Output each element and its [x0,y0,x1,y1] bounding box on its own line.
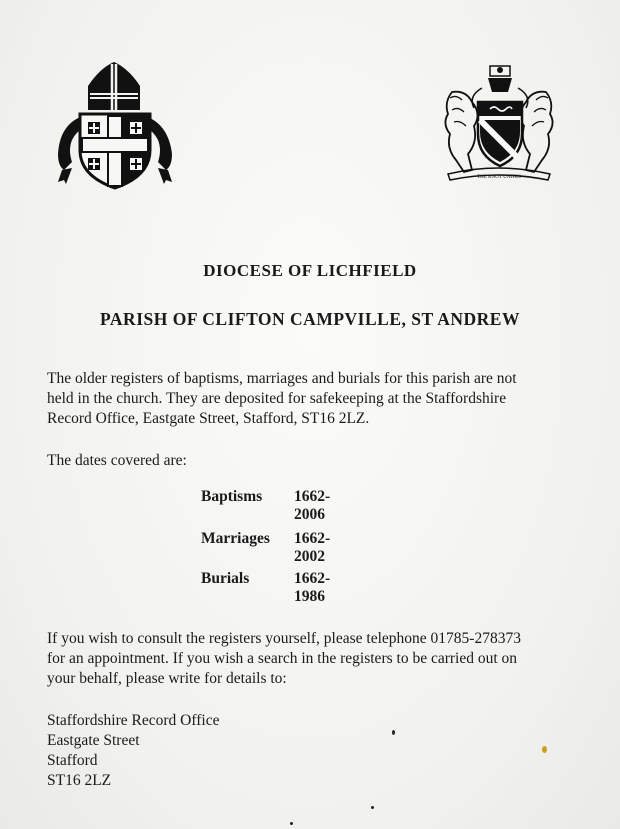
address-block [47,711,587,791]
register-label: Burials [201,570,250,587]
register-label: Baptisms [201,488,263,505]
dates-intro-text: The dates covered are: [47,452,187,469]
consult-paragraph [47,629,587,689]
staffordshire-crest-icon [438,62,560,186]
register-date-range: 1662-1986 [294,570,331,605]
diocese-heading: DIOCESE OF LICHFIELD [203,261,417,280]
consult-line: If you wish to consult the registers yourself, please telephone 01785-278373 [47,630,521,647]
scan-speck [542,746,547,753]
intro-line: held in the church. They are deposited for safekeeping at the Staffordshire [47,390,507,407]
intro-line: The older registers of baptisms, marriages and burials for this parish are not [47,370,517,387]
address-line: Staffordshire Record Office [47,712,220,729]
scan-speck [290,822,293,825]
register-label: Marriages [201,530,270,547]
register-date-range: 1662-2006 [294,488,331,523]
intro-paragraph [47,369,587,429]
intro-line: Record Office, Eastgate Street, Stafford, ST16 2LZ. [47,410,370,427]
diocese-crest-icon [50,58,180,190]
scan-speck [392,730,395,735]
motto-scroll-text: THE KNOT UNITES [477,175,521,180]
parish-heading: PARISH OF CLIFTON CAMPVILLE, ST ANDREW [100,309,520,329]
address-line: ST16 2LZ [47,772,112,789]
consult-line: your behalf, please write for details to: [47,670,287,687]
address-line: Stafford [47,752,98,769]
consult-line: for an appointment. If you wish a search in the registers to be carried out on [47,650,518,667]
address-line: Eastgate Street [47,732,140,749]
scan-speck [371,806,374,809]
register-date-range: 1662-2002 [294,530,331,565]
